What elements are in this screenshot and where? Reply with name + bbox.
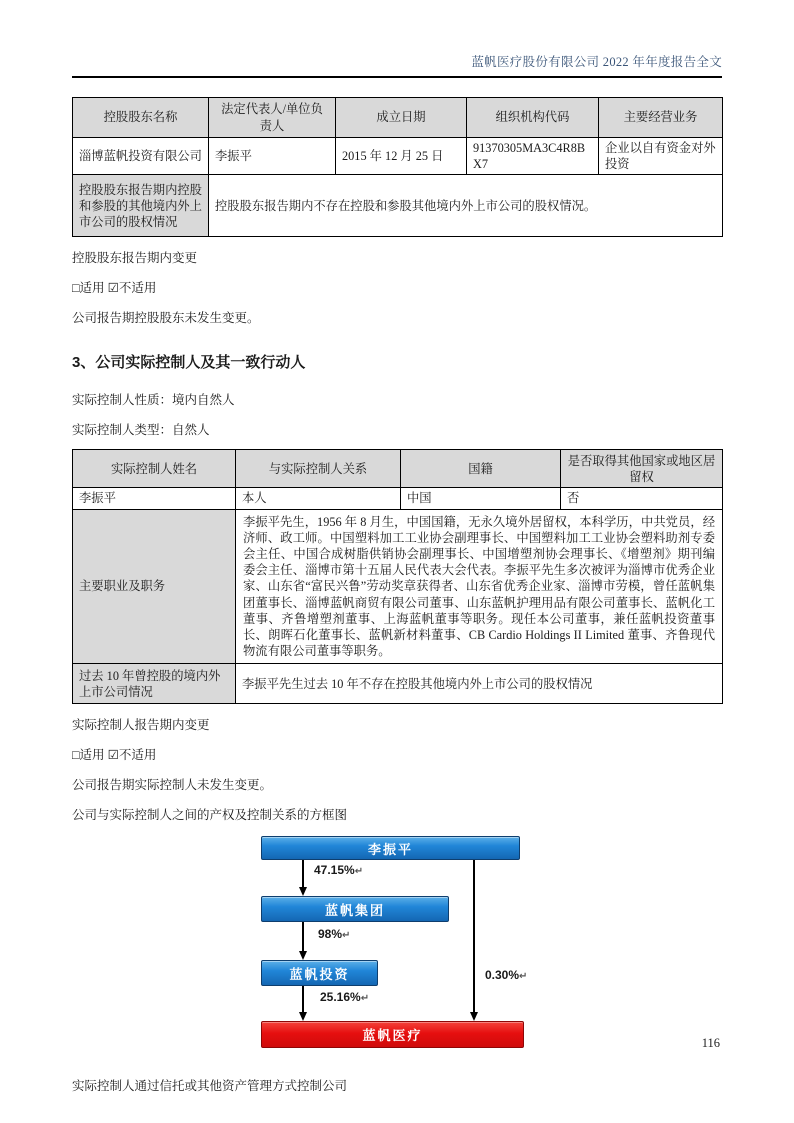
table-header-row [73, 450, 723, 488]
edge-label-25-16: 25.16%↵ [320, 990, 370, 1005]
table-header-row [73, 98, 723, 138]
arrow-down-icon [473, 860, 475, 1013]
return-mark: ↵ [342, 930, 351, 942]
arrow-down-icon [302, 860, 304, 888]
cell-residency: 否 [561, 488, 723, 509]
arrow-down-icon [302, 922, 304, 952]
controlling-shareholder-table [72, 97, 723, 237]
edge-label-98: 98%↵ [318, 927, 351, 942]
diagram-node-lanfan-investment: 蓝帆投资 [261, 960, 378, 986]
col-header-legal-rep: 法定代表人/单位负责人 [209, 98, 336, 138]
table-row [73, 488, 723, 509]
diagram-node-lizhenping: 李振平 [261, 836, 520, 860]
col-header-org-code: 组织机构代码 [467, 98, 599, 138]
table-row [73, 509, 723, 664]
controller-type-line: 实际控制人类型：自然人 [72, 423, 210, 438]
cell-past10y-value: 李振平先生过去 10 年不存在控股其他境内外上市公司的股权情况 [236, 664, 723, 704]
col-header-controller-name: 实际控制人姓名 [73, 450, 236, 488]
edge-label-47-15: 47.15%↵ [314, 863, 364, 878]
col-header-establish-date: 成立日期 [336, 98, 467, 138]
cell-legal-rep: 李振平 [209, 138, 336, 175]
diagram-node-lanfan-group: 蓝帆集团 [261, 896, 449, 922]
cell-establish-date: 2015 年 12 月 25 日 [336, 138, 467, 175]
table-row [73, 175, 723, 237]
cell-main-business: 企业以自有资金对外投资 [599, 138, 723, 175]
controller-no-change-line: 公司报告期实际控制人未发生变更。 [72, 778, 273, 793]
cell-nationality: 中国 [401, 488, 561, 509]
diagram-caption: 公司与实际控制人之间的产权及控制关系的方框图 [72, 808, 348, 823]
actual-controller-table [72, 449, 723, 704]
controller-nature-line: 实际控制人性质：境内自然人 [72, 393, 235, 408]
cell-shareholder-name: 淄博蓝帆投资有限公司 [73, 138, 209, 175]
report-header-title: 蓝帆医疗股份有限公司 2022 年年度报告全文 [471, 55, 722, 69]
arrow-down-icon [302, 986, 304, 1013]
col-header-main-business: 主要经营业务 [599, 98, 723, 138]
controller-applicable-line: □适用 ☑不适用 [72, 748, 157, 763]
cell-past10y-label: 过去 10 年曾控股的境内外上市公司情况 [73, 664, 236, 704]
edge-label-0-30: 0.30%↵ [485, 968, 528, 983]
col-header-residency: 是否取得其他国家或地区居留权 [561, 450, 723, 488]
cell-relationship: 本人 [236, 488, 401, 509]
col-header-shareholder-name: 控股股东名称 [73, 98, 209, 138]
cell-equity-value: 控股股东报告期内不存在控股和参股其他境内外上市公司的股权情况。 [209, 175, 723, 237]
cell-occupation-value: 李振平先生，1956 年 8 月生，中国国籍，无永久境外居留权，本科学历，中共党员，经济师、政工师。中国塑料加工工业协会副理事长、中国塑料加工工业协会塑料助剂专委会主任、中国合成树脂供销协会副理事长、中国增塑剂协会理事长、《增塑剂》期刊编委会主任、淄博市第十五届人民代表大会代表。李振平先生多次被评为淄博市优秀企业家、山东省“富民兴鲁”劳动奖章获得者、山东省优秀企业家、淄博市劳模，曾任蓝帆集团董事长、淄博蓝帆商贸有限公司董事、山东蓝帆护理用品有限公司董事长、蓝帆化工董事、齐鲁增塑剂董事、上海蓝帆董事等职务。现任本公司董事，兼任蓝帆投资董事长、朗晖石化董事长、蓝帆新材料董事、CB Cardio Holdings II Limited 董事、齐鲁现代物流有限公司董事等职务。 [236, 509, 723, 664]
page-header [72, 0, 722, 78]
col-header-nationality: 国籍 [401, 450, 561, 488]
table-row [73, 664, 723, 704]
shareholder-applicable-line: □适用 ☑不适用 [72, 281, 157, 296]
return-mark: ↵ [360, 993, 370, 1005]
col-header-relationship: 与实际控制人关系 [236, 450, 401, 488]
diagram-node-lanfan-medical: 蓝帆医疗 [261, 1021, 524, 1048]
trust-control-note: 实际控制人通过信托或其他资产管理方式控制公司 [72, 1079, 348, 1094]
section-heading: 3、公司实际控制人及其一致行动人 [72, 354, 306, 372]
cell-equity-label: 控股股东报告期内控股和参股的其他境内外上市公司的股权情况 [73, 175, 209, 237]
shareholder-no-change-line: 公司报告期控股股东未发生变更。 [72, 311, 260, 326]
cell-org-code: 91370305MA3C4R8BX7 [467, 138, 599, 175]
table-row [73, 138, 723, 175]
cell-occupation-label: 主要职业及职务 [73, 509, 236, 664]
page-number: 116 [701, 1036, 720, 1050]
controller-change-title: 实际控制人报告期内变更 [72, 718, 210, 733]
ownership-structure-diagram [72, 830, 722, 1058]
shareholder-change-title: 控股股东报告期内变更 [72, 251, 198, 266]
return-mark: ↵ [354, 866, 364, 878]
cell-controller-name: 李振平 [73, 488, 236, 509]
return-mark: ↵ [519, 971, 528, 983]
